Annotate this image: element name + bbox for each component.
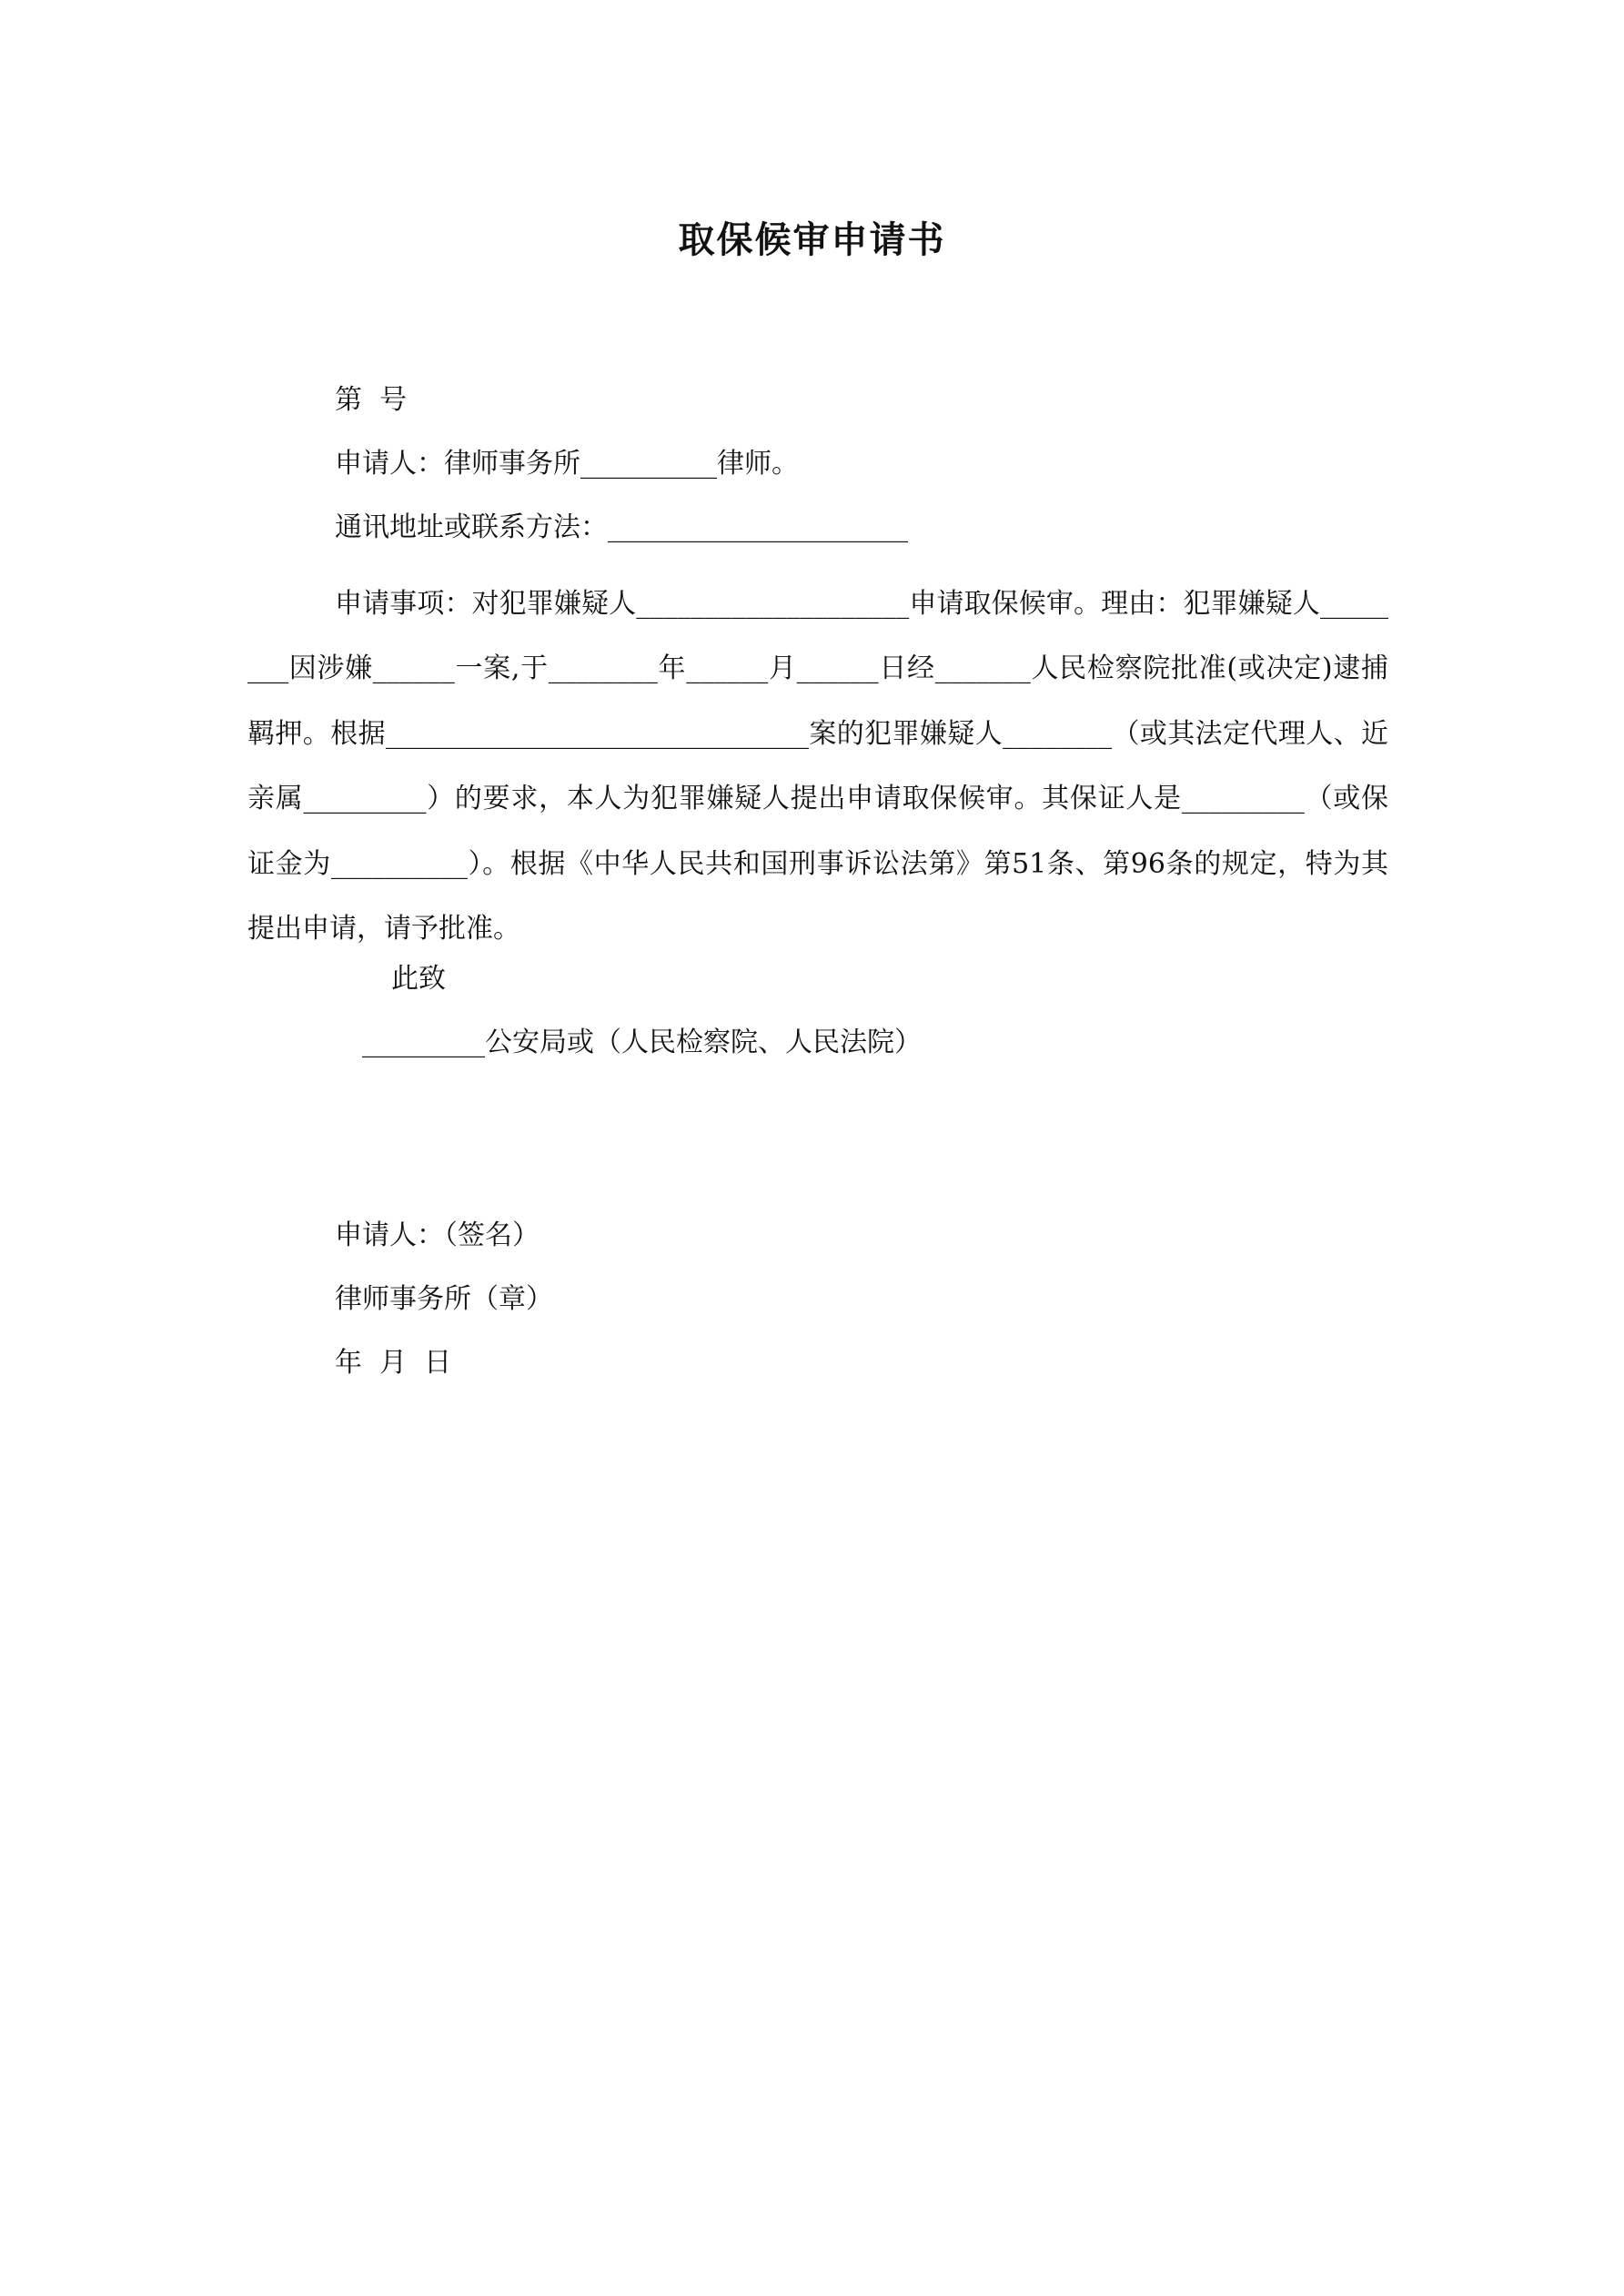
applicant-line: 申请人：律师事务所__________律师。 [335,448,799,480]
signature-applicant: 申请人：（签名） [335,1219,540,1251]
signature-date: 年 月 日 [335,1347,452,1379]
application-body-paragraph: 申请事项：对犯罪嫌疑人____________________申请取保候审。理由：犯罪嫌疑人________因涉嫌______一案,于________年______月______日经_______人民检察院批准(或决定)逮捕羁押。根据_______________________________案的犯罪嫌疑人________（或其法定代理人、近亲属_________）的要求，本人为犯罪嫌疑人提出申请取保候审。其保证人是_________（或保证金为__________）。根据《中华人民共和国刑事诉讼法第》第51条、第96条的规定，特为其提出申请，请予批准。 [247,588,1388,946]
address-line: 通讯地址或联系方法：______________________ [335,511,908,543]
salutation: 此致 [391,963,446,995]
document-number-line: 第 号 [335,384,408,416]
document-title: 取保候审申请书 [678,219,946,261]
recipient-line: _________公安局或（人民检察院、人民法院） [362,1027,922,1058]
signature-law-firm: 律师事务所（章） [335,1283,553,1315]
